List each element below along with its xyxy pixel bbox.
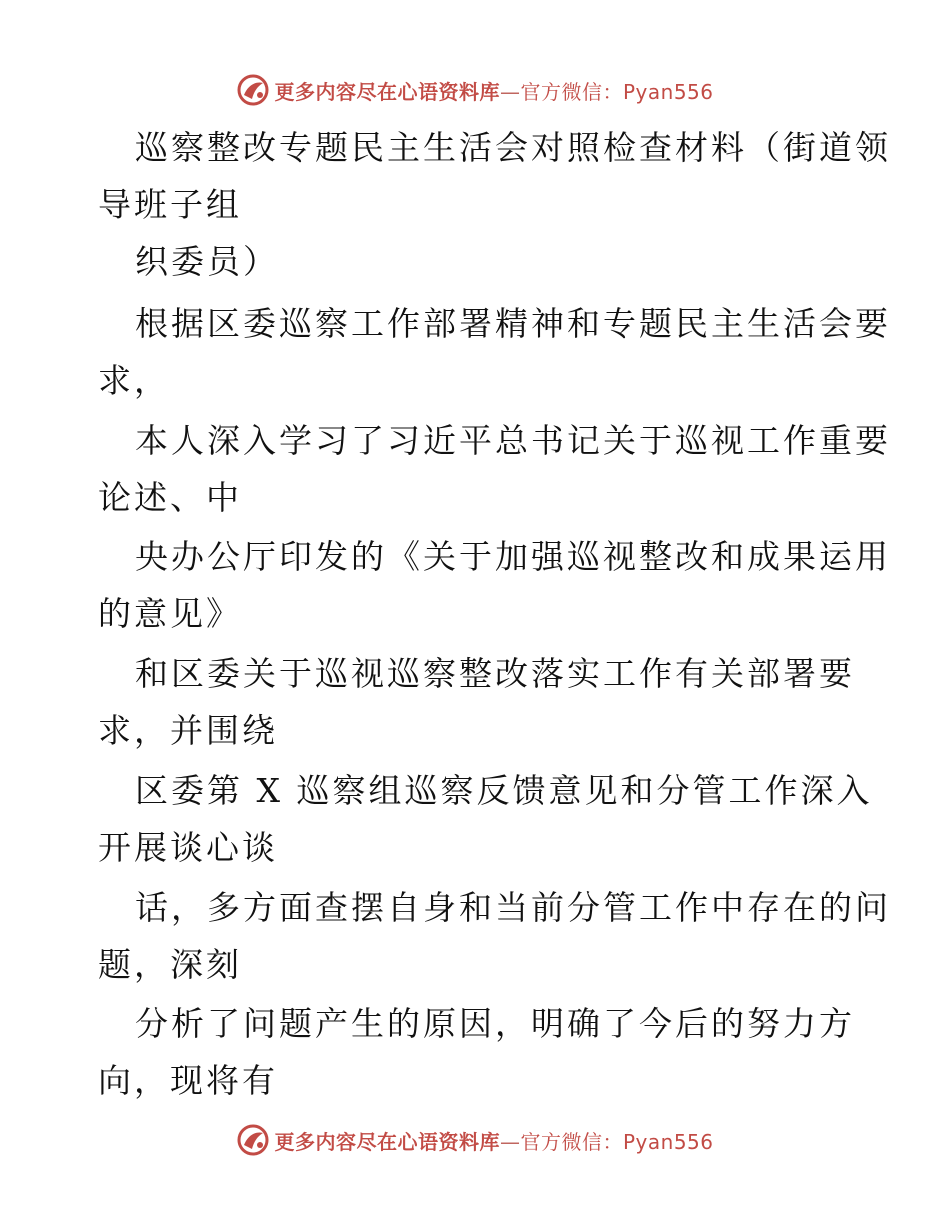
header-banner	[0, 70, 950, 110]
doc-line: 题，深刻	[98, 945, 242, 984]
doc-line: 求，并围绕	[98, 711, 278, 750]
banner-wechat-label: 官方微信：	[520, 1129, 623, 1154]
doc-line: 巡察整改专题民主生活会对照检查材料（街道领	[135, 128, 891, 167]
doc-line: 织委员）	[135, 242, 279, 281]
doc-line: 分析了问题产生的原因，明确了今后的努力方	[135, 1004, 855, 1043]
doc-line: 央办公厅印发的《关于加强巡视整改和成果运用	[135, 537, 891, 576]
banner-text	[274, 76, 713, 105]
banner-dash: —	[499, 1129, 521, 1154]
doc-line: 求，	[98, 361, 170, 400]
banner-main-text: 更多内容尽在心语资料库	[274, 1129, 500, 1154]
doc-line: 向，现将有	[98, 1061, 278, 1100]
banner-wechat-id: Pyan556	[622, 1129, 714, 1154]
doc-line: 本人深入学习了习近平总书记关于巡视工作重要	[135, 421, 891, 460]
banner-dash: —	[499, 79, 521, 104]
banner-wechat-label: 官方微信：	[520, 79, 623, 104]
seal-logo-icon	[236, 1123, 270, 1157]
doc-line: 根据区委巡察工作部署精神和专题民主生活会要	[135, 304, 891, 343]
doc-line: 论述、中	[98, 478, 242, 517]
seal-logo-icon	[236, 73, 270, 107]
banner-text	[274, 1126, 713, 1155]
doc-line: 开展谈心谈	[98, 828, 278, 867]
banner-wechat-id: Pyan556	[622, 79, 714, 104]
doc-line: 区委第 X 巡察组巡察反馈意见和分管工作深入	[135, 771, 873, 810]
doc-line: 导班子组	[98, 185, 242, 224]
doc-line: 话，多方面查摆自身和当前分管工作中存在的问	[135, 888, 891, 927]
doc-line: 的意见》	[98, 594, 242, 633]
banner-main-text: 更多内容尽在心语资料库	[274, 79, 500, 104]
footer-banner	[0, 1120, 950, 1160]
doc-line: 和区委关于巡视巡察整改落实工作有关部署要	[135, 654, 855, 693]
